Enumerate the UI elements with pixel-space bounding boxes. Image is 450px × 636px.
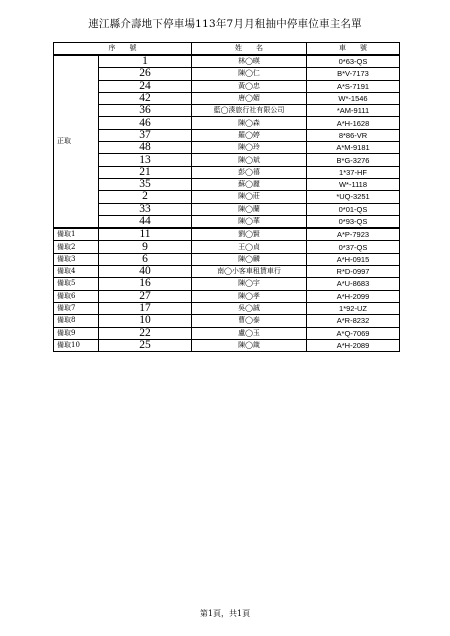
plate-number: A*P-7923 (307, 228, 400, 241)
seq-number: 35 (99, 178, 192, 190)
seq-number: 11 (99, 228, 192, 241)
table-row (54, 315, 400, 327)
plate-number: *UQ-3251 (307, 191, 400, 203)
column-header-seq: 序 號 (54, 43, 192, 56)
owner-name: 陳◯華 (192, 215, 307, 228)
reserve-label: 備取6 (54, 290, 99, 302)
plate-number: 0*93-QS (307, 215, 400, 228)
seq-number: 44 (99, 215, 192, 228)
plate-number: 1*37-HF (307, 166, 400, 178)
table-row (54, 166, 400, 178)
owner-name: 彭◯禧 (192, 166, 307, 178)
plate-number: B*G-3276 (307, 154, 400, 166)
table-row (54, 154, 400, 166)
table-row (54, 203, 400, 215)
owner-name: 羅◯婷 (192, 129, 307, 141)
owner-name: 王◯貞 (192, 241, 307, 253)
owner-name: 吳◯誠 (192, 302, 307, 314)
table-row (54, 55, 400, 68)
table-row (54, 339, 400, 351)
owner-name: 陳◯孝 (192, 290, 307, 302)
seq-number: 10 (99, 315, 192, 327)
plate-number: 0*63-QS (307, 55, 400, 68)
table-row (54, 278, 400, 290)
reserve-label: 備取3 (54, 253, 99, 265)
column-header-name: 姓 名 (192, 43, 307, 56)
seq-number: 24 (99, 80, 192, 92)
seq-number: 26 (99, 68, 192, 80)
owner-name: 陳◯斌 (192, 154, 307, 166)
table-row (54, 178, 400, 190)
table-row (54, 253, 400, 265)
owner-name: 陳◯蘭 (192, 203, 307, 215)
table-row (54, 105, 400, 117)
reserve-label: 備取2 (54, 241, 99, 253)
owner-name: 陳◯箴 (192, 339, 307, 351)
table-row (54, 68, 400, 80)
seq-number: 40 (99, 266, 192, 278)
plate-number: *AM-9111 (307, 105, 400, 117)
seq-number: 21 (99, 166, 192, 178)
plate-number: 1*92-UZ (307, 302, 400, 314)
reserve-label: 備取9 (54, 327, 99, 339)
owner-name: 曹◯泰 (192, 315, 307, 327)
seq-number: 9 (99, 241, 192, 253)
owner-name: 唐◯媚 (192, 92, 307, 104)
plate-number: A*R-8232 (307, 315, 400, 327)
reserve-label: 備取10 (54, 339, 99, 351)
seq-number: 17 (99, 302, 192, 314)
page-title: 連江縣介壽地下停車場113年7月月租抽中停車位車主名單 (88, 18, 362, 30)
owner-name: 林◯暎 (192, 55, 307, 68)
group-label-main: 正取 (54, 55, 99, 228)
seq-number: 2 (99, 191, 192, 203)
seq-number: 1 (99, 55, 192, 68)
table-row (54, 142, 400, 154)
reserve-label: 備取7 (54, 302, 99, 314)
table-row (54, 191, 400, 203)
plate-number: R*D-0997 (307, 266, 400, 278)
reserve-label: 備取1 (54, 228, 99, 241)
owner-name: 陳◯仁 (192, 68, 307, 80)
owner-name: 陳◯森 (192, 117, 307, 129)
table-row (54, 215, 400, 228)
plate-number: W*-1546 (307, 92, 400, 104)
seq-number: 33 (99, 203, 192, 215)
seq-number: 27 (99, 290, 192, 302)
plate-number: A*H-2099 (307, 290, 400, 302)
seq-number: 36 (99, 105, 192, 117)
table-row (54, 266, 400, 278)
owner-name: 陳◯麟 (192, 253, 307, 265)
plate-number: A*H-0915 (307, 253, 400, 265)
plate-number: 0*37-QS (307, 241, 400, 253)
table-row (54, 80, 400, 92)
seq-number: 48 (99, 142, 192, 154)
plate-number: A*H-1628 (307, 117, 400, 129)
seq-number: 46 (99, 117, 192, 129)
owner-name: 藍◯湊旅行社有限公司 (192, 105, 307, 117)
roster-table (53, 42, 400, 352)
table-row (54, 92, 400, 104)
page-footer: 第1頁，共1頁 (199, 609, 251, 618)
owner-name: 陳◯莊 (192, 191, 307, 203)
seq-number: 13 (99, 154, 192, 166)
table-row (54, 129, 400, 141)
table-row (54, 228, 400, 241)
table-row (54, 327, 400, 339)
seq-number: 16 (99, 278, 192, 290)
owner-name: 陳◯宇 (192, 278, 307, 290)
reserve-label: 備取5 (54, 278, 99, 290)
seq-number: 6 (99, 253, 192, 265)
owner-name: 劉◯賢 (192, 228, 307, 241)
table-row (54, 302, 400, 314)
plate-number: A*U-8683 (307, 278, 400, 290)
plate-number: A*Q-7069 (307, 327, 400, 339)
owner-name: 蘇◯麗 (192, 178, 307, 190)
table-header-row (54, 43, 400, 56)
seq-number: 25 (99, 339, 192, 351)
table-row (54, 290, 400, 302)
plate-number: 0*01-QS (307, 203, 400, 215)
owner-name: 陳◯玲 (192, 142, 307, 154)
plate-number: A*M-9181 (307, 142, 400, 154)
owner-name: 黃◯忠 (192, 80, 307, 92)
plate-number: W*-1118 (307, 178, 400, 190)
reserve-label: 備取4 (54, 266, 99, 278)
table-row (54, 241, 400, 253)
owner-name: 盧◯玉 (192, 327, 307, 339)
column-header-plate: 車 號 (307, 43, 400, 56)
roster-body (54, 55, 400, 352)
table-row (54, 117, 400, 129)
seq-number: 22 (99, 327, 192, 339)
reserve-label: 備取8 (54, 315, 99, 327)
plate-number: 8*86-VR (307, 129, 400, 141)
plate-number: A*S-7191 (307, 80, 400, 92)
owner-name: 南◯小客車租賃車行 (192, 266, 307, 278)
plate-number: A*H-2089 (307, 339, 400, 351)
plate-number: B*V-7173 (307, 68, 400, 80)
seq-number: 37 (99, 129, 192, 141)
seq-number: 42 (99, 92, 192, 104)
